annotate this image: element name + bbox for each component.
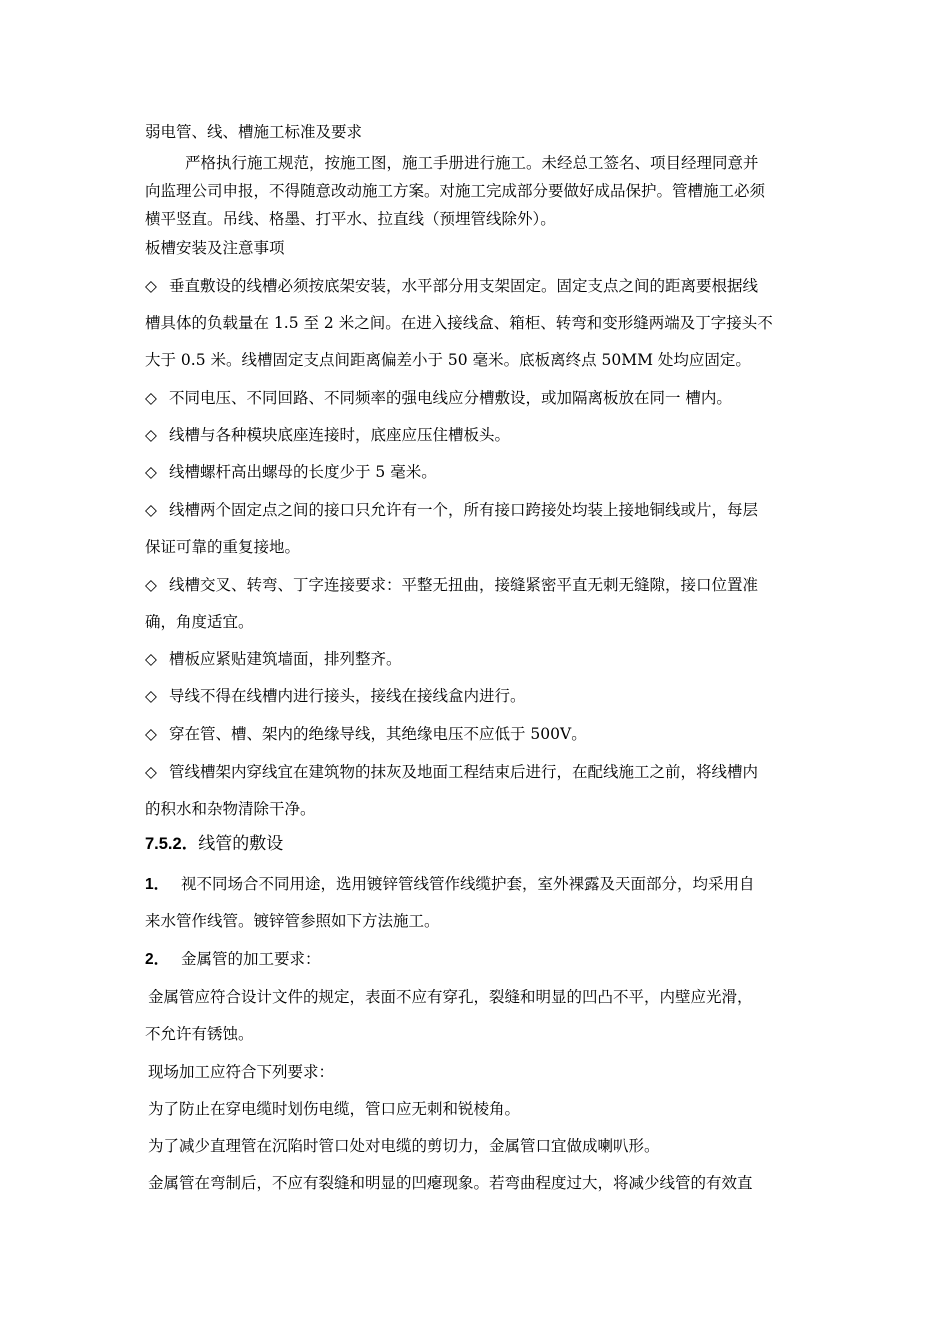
bullet-continuation: 的积水和杂物清除干净。 bbox=[145, 800, 316, 818]
bullet-item: ◇ 垂直敷设的线槽必须按底架安装，水平部分用支架固定。固定支点之间的距离要根据线 bbox=[145, 277, 759, 295]
section-heading-text: 线管的敷设 bbox=[198, 834, 284, 854]
bullet-item: ◇ 线槽与各种模块底座连接时，底座应压住槽板头。 bbox=[145, 426, 511, 444]
diamond-icon: ◇ bbox=[145, 650, 157, 668]
diamond-icon: ◇ bbox=[145, 426, 157, 444]
bullet-item: ◇ 管线槽架内穿线宜在建筑物的抹灰及地面工程结束后进行，在配线施工之前，将线槽内 bbox=[145, 763, 759, 781]
intro-line: 横平竖直。吊线、格墨、打平水、拉直线（预埋管线除外）。 bbox=[145, 210, 556, 228]
bullet-item: ◇ 穿在管、槽、架内的绝缘导线，其绝缘电压不应低于 500V。 bbox=[145, 725, 587, 743]
intro-line: 向监理公司申报，不得随意改动施工方案。对施工完成部分要做好成品保护。管槽施工必须 bbox=[145, 182, 766, 200]
paragraph-line: 不允许有锈蚀。 bbox=[145, 1025, 254, 1043]
bullet-continuation: 大于 0.5 米。线槽固定支点间距离偏差小于 50 毫米。底板离终点 50MM 处均应固定。 bbox=[145, 351, 751, 369]
item-continuation: 来水管作线管。镀锌管参照如下方法施工。 bbox=[145, 912, 440, 930]
diamond-icon: ◇ bbox=[145, 501, 157, 519]
paragraph-line: 现场加工应符合下列要求： bbox=[148, 1063, 335, 1081]
section-number: 7.5.2． bbox=[145, 835, 199, 853]
numbered-item: 1． 视不同场合不同用途，选用镀锌管线管作线缆护套，室外裸露及天面部分，均采用自 bbox=[145, 875, 755, 893]
bullet-continuation: 槽具体的负载量在 1.5 至 2 米之间。在进入接线盒、箱柜、转弯和变形缝两端及丁字接头不 bbox=[145, 314, 773, 332]
bullet-item: ◇ 线槽交叉、转弯、丁字连接要求：平整无扭曲，接缝紧密平直无刺无缝隙，接口位置准 bbox=[145, 576, 759, 594]
paragraph-line: 金属管在弯制后，不应有裂缝和明显的凹瘪现象。若弯曲程度过大，将减少线管的有效直 bbox=[148, 1174, 753, 1192]
bullet-item: ◇ 线槽两个固定点之间的接口只允许有一个，所有接口跨接处均装上接地铜线或片，每层 bbox=[145, 501, 759, 519]
diamond-icon: ◇ bbox=[145, 763, 157, 781]
doc-title: 弱电管、线、槽施工标准及要求 bbox=[145, 123, 363, 141]
intro-line: 严格执行施工规范，按施工图，施工手册进行施工。未经总工签名、项目经理同意并 bbox=[185, 154, 759, 172]
diamond-icon: ◇ bbox=[145, 463, 157, 481]
paragraph-line: 金属管应符合设计文件的规定，表面不应有穿孔，裂缝和明显的凹凸不平，内壁应光滑， bbox=[148, 988, 753, 1006]
bullet-item: ◇ 槽板应紧贴建筑墙面，排列整齐。 bbox=[145, 650, 402, 668]
diamond-icon: ◇ bbox=[145, 725, 157, 743]
bullet-item: ◇ 不同电压、不同回路、不同频率的强电线应分槽敷设，或加隔离板放在同一 槽内。 bbox=[145, 389, 732, 407]
item-number: 1． bbox=[145, 876, 170, 893]
item-number: 2． bbox=[145, 951, 170, 968]
diamond-icon: ◇ bbox=[145, 576, 157, 594]
section-heading bbox=[145, 834, 283, 854]
section-title: 板槽安装及注意事项 bbox=[145, 239, 285, 257]
numbered-item: 2． 金属管的加工要求： bbox=[145, 950, 321, 968]
diamond-icon: ◇ bbox=[145, 389, 157, 407]
bullet-item: ◇ 线槽螺杆高出螺母的长度少于 5 毫米。 bbox=[145, 463, 437, 481]
bullet-continuation: 确，角度适宜。 bbox=[145, 613, 254, 631]
diamond-icon: ◇ bbox=[145, 687, 157, 705]
paragraph-line: 为了防止在穿电缆时划伤电缆，管口应无刺和锐棱角。 bbox=[148, 1100, 521, 1118]
paragraph-line: 为了减少直理管在沉陷时管口处对电缆的剪切力，金属管口宜做成喇叭形。 bbox=[148, 1137, 660, 1155]
bullet-item: ◇ 导线不得在线槽内进行接头，接线在接线盒内进行。 bbox=[145, 687, 526, 705]
diamond-icon: ◇ bbox=[145, 277, 157, 295]
bullet-continuation: 保证可靠的重复接地。 bbox=[145, 538, 301, 556]
